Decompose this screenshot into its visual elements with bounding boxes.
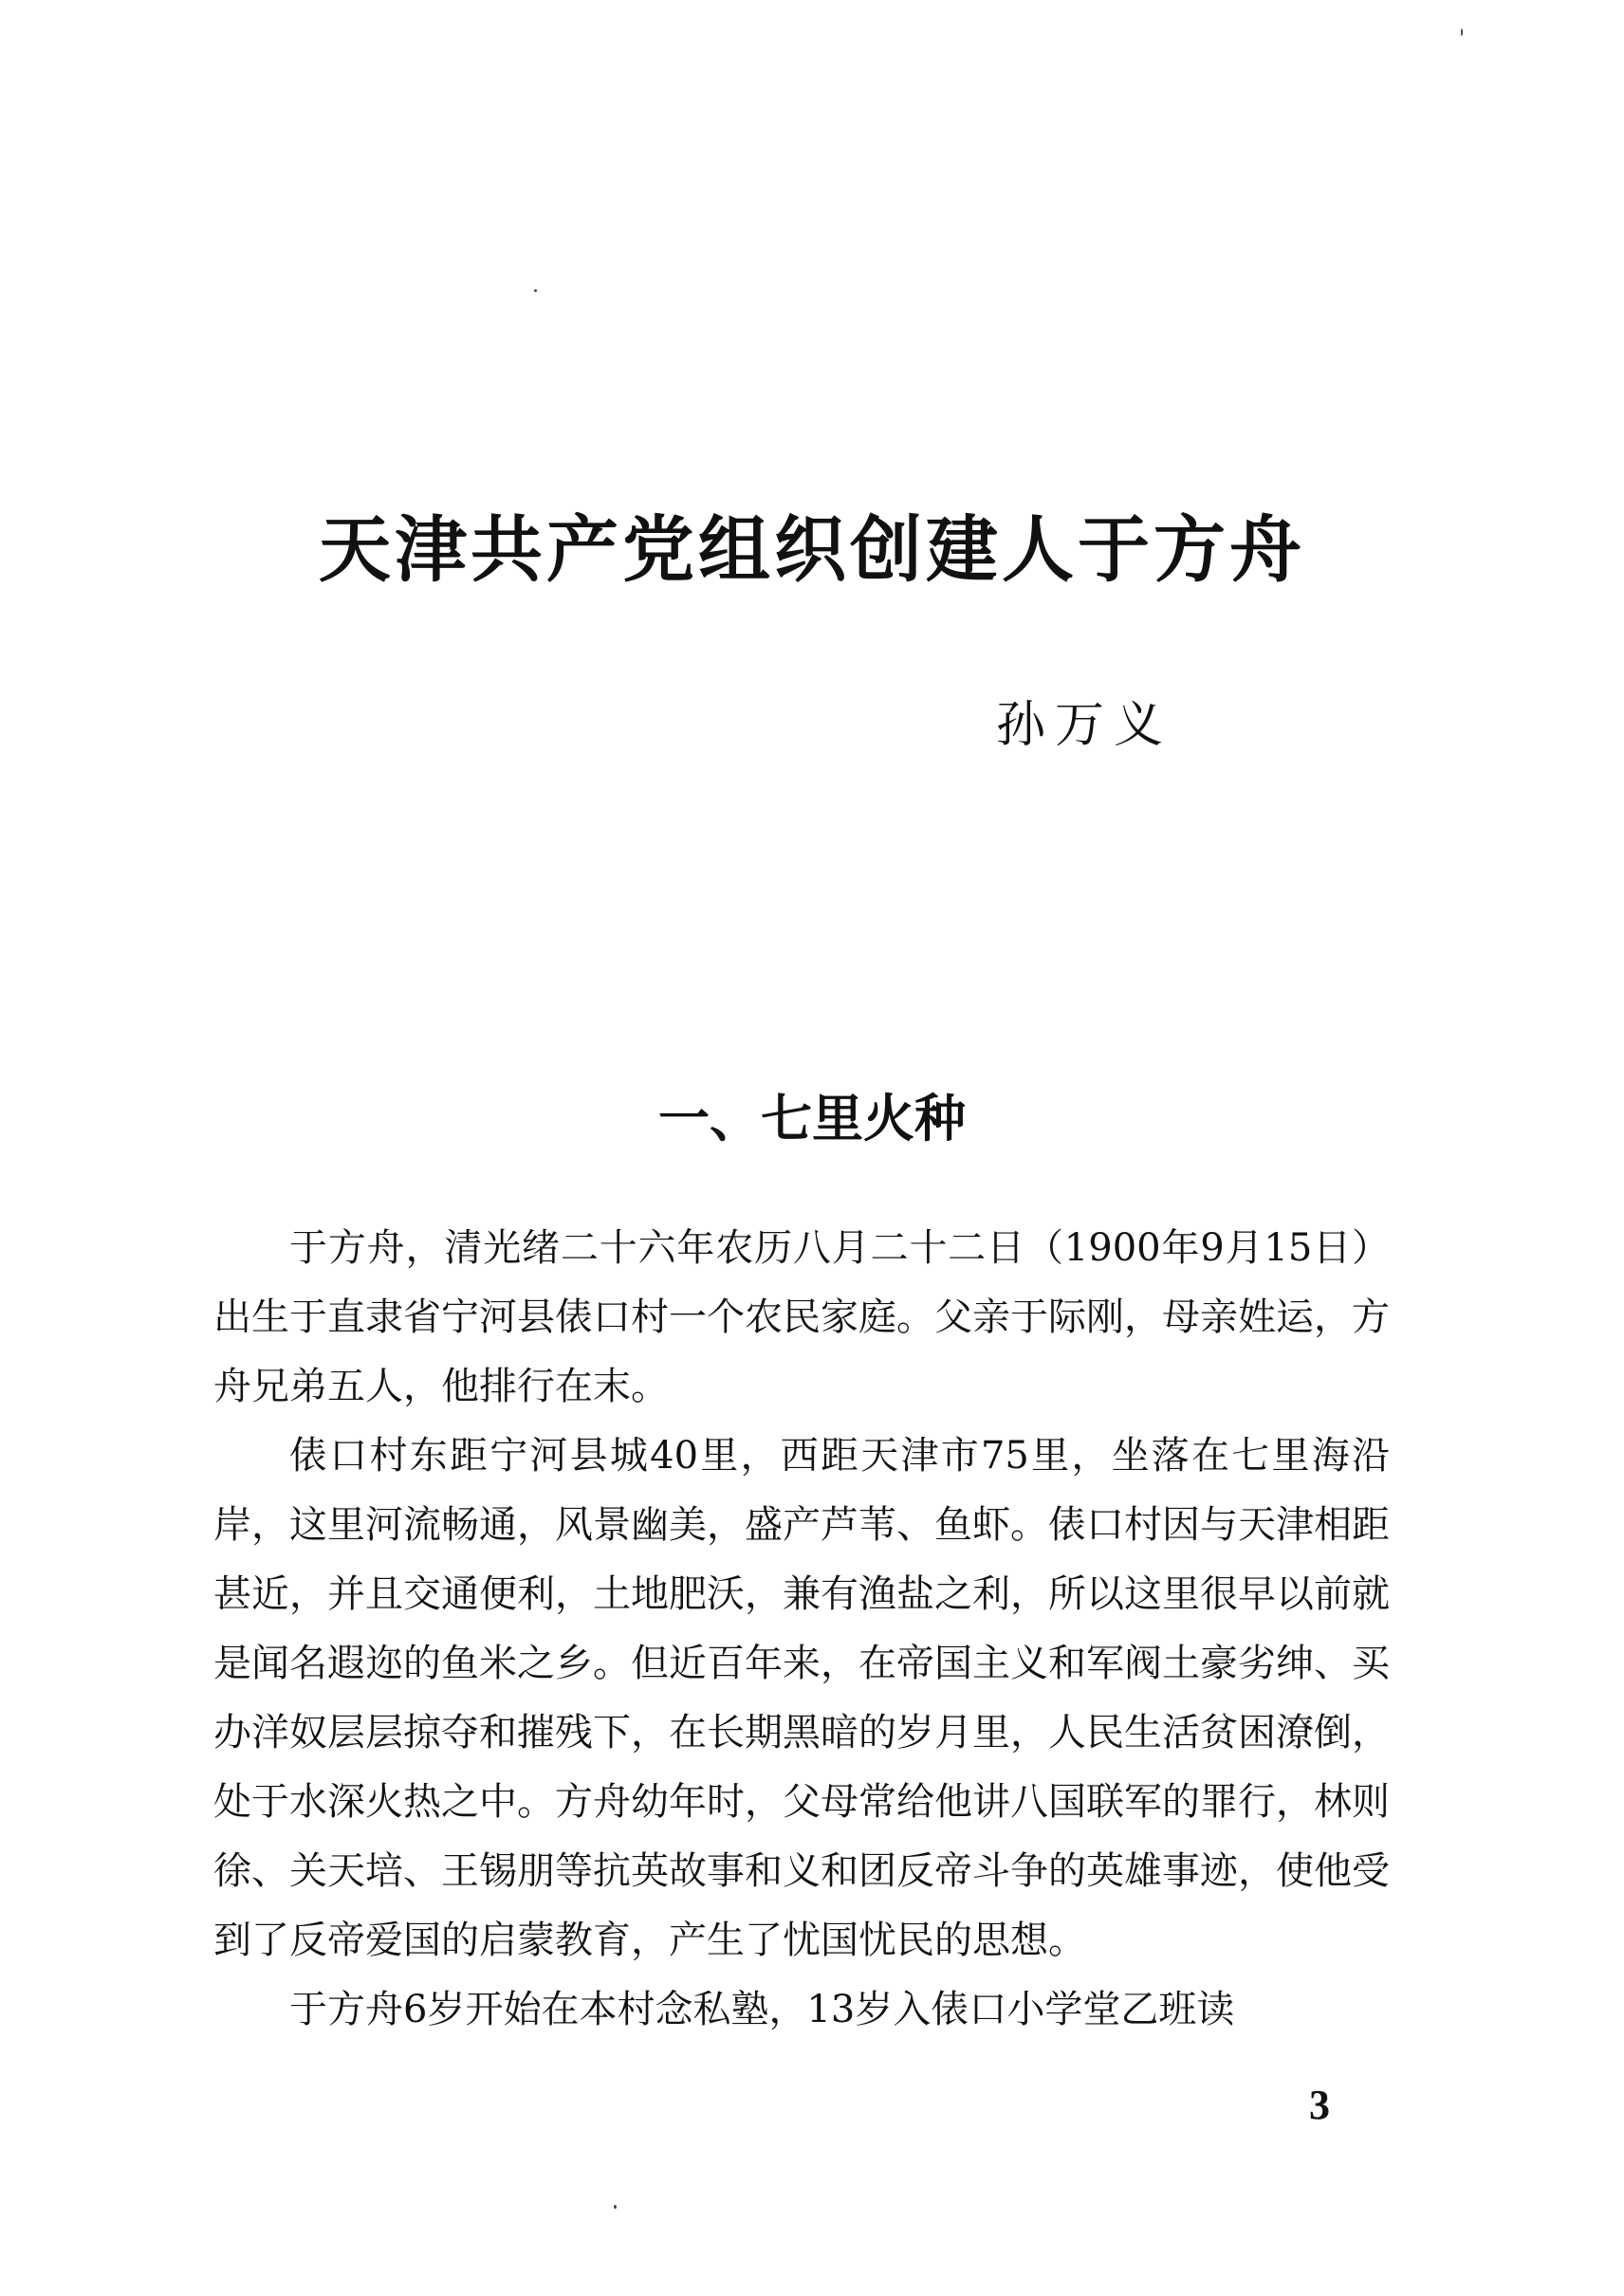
article-title: 天津共产党组织创建人于方舟	[319, 507, 1305, 592]
page-number: 3	[1309, 2082, 1330, 2128]
scan-speck	[534, 289, 537, 292]
body-text	[213, 1214, 1390, 2045]
paragraph: 于方舟，清光绪二十六年农历八月二十二日（1900年9月15日）出生于直隶省宁河县俵口村一个农民家庭。父亲于际刚，母亲姓运，方舟兄弟五人，他排行在末。	[213, 1226, 1390, 1408]
paragraph: 俵口村东距宁河县城40里，西距天津市75里，坐落在七里海沿岸，这里河流畅通，风景幽美，盛产芦苇、鱼虾。俵口村因与天津相距甚近，并且交通便利，土地肥沃，兼有渔盐之利，所以这里很早以前就是闻名遐迩的鱼米之乡。但近百年来，在帝国主义和军阀土豪劣绅、买办洋奴层层掠夺和摧残下，在长期黑暗的岁月里，人民生活贫困潦倒，处于水深火热之中。方舟幼年时，父母常给他讲八国联军的罪行，林则徐、关天培、王锡朋等抗英故事和义和团反帝斗争的英雄事迹，使他受到了反帝爱国的启蒙教育，产生了忧国忧民的思想。	[213, 1434, 1390, 1962]
scan-speck	[1461, 28, 1463, 36]
author-name: 孙万义	[996, 697, 1173, 754]
scan-speck	[614, 2205, 617, 2209]
paragraph: 于方舟6岁开始在本村念私塾，13岁入俵口小学堂乙班读	[289, 1988, 1235, 2031]
section-heading: 一、七里火种	[658, 1089, 966, 1148]
